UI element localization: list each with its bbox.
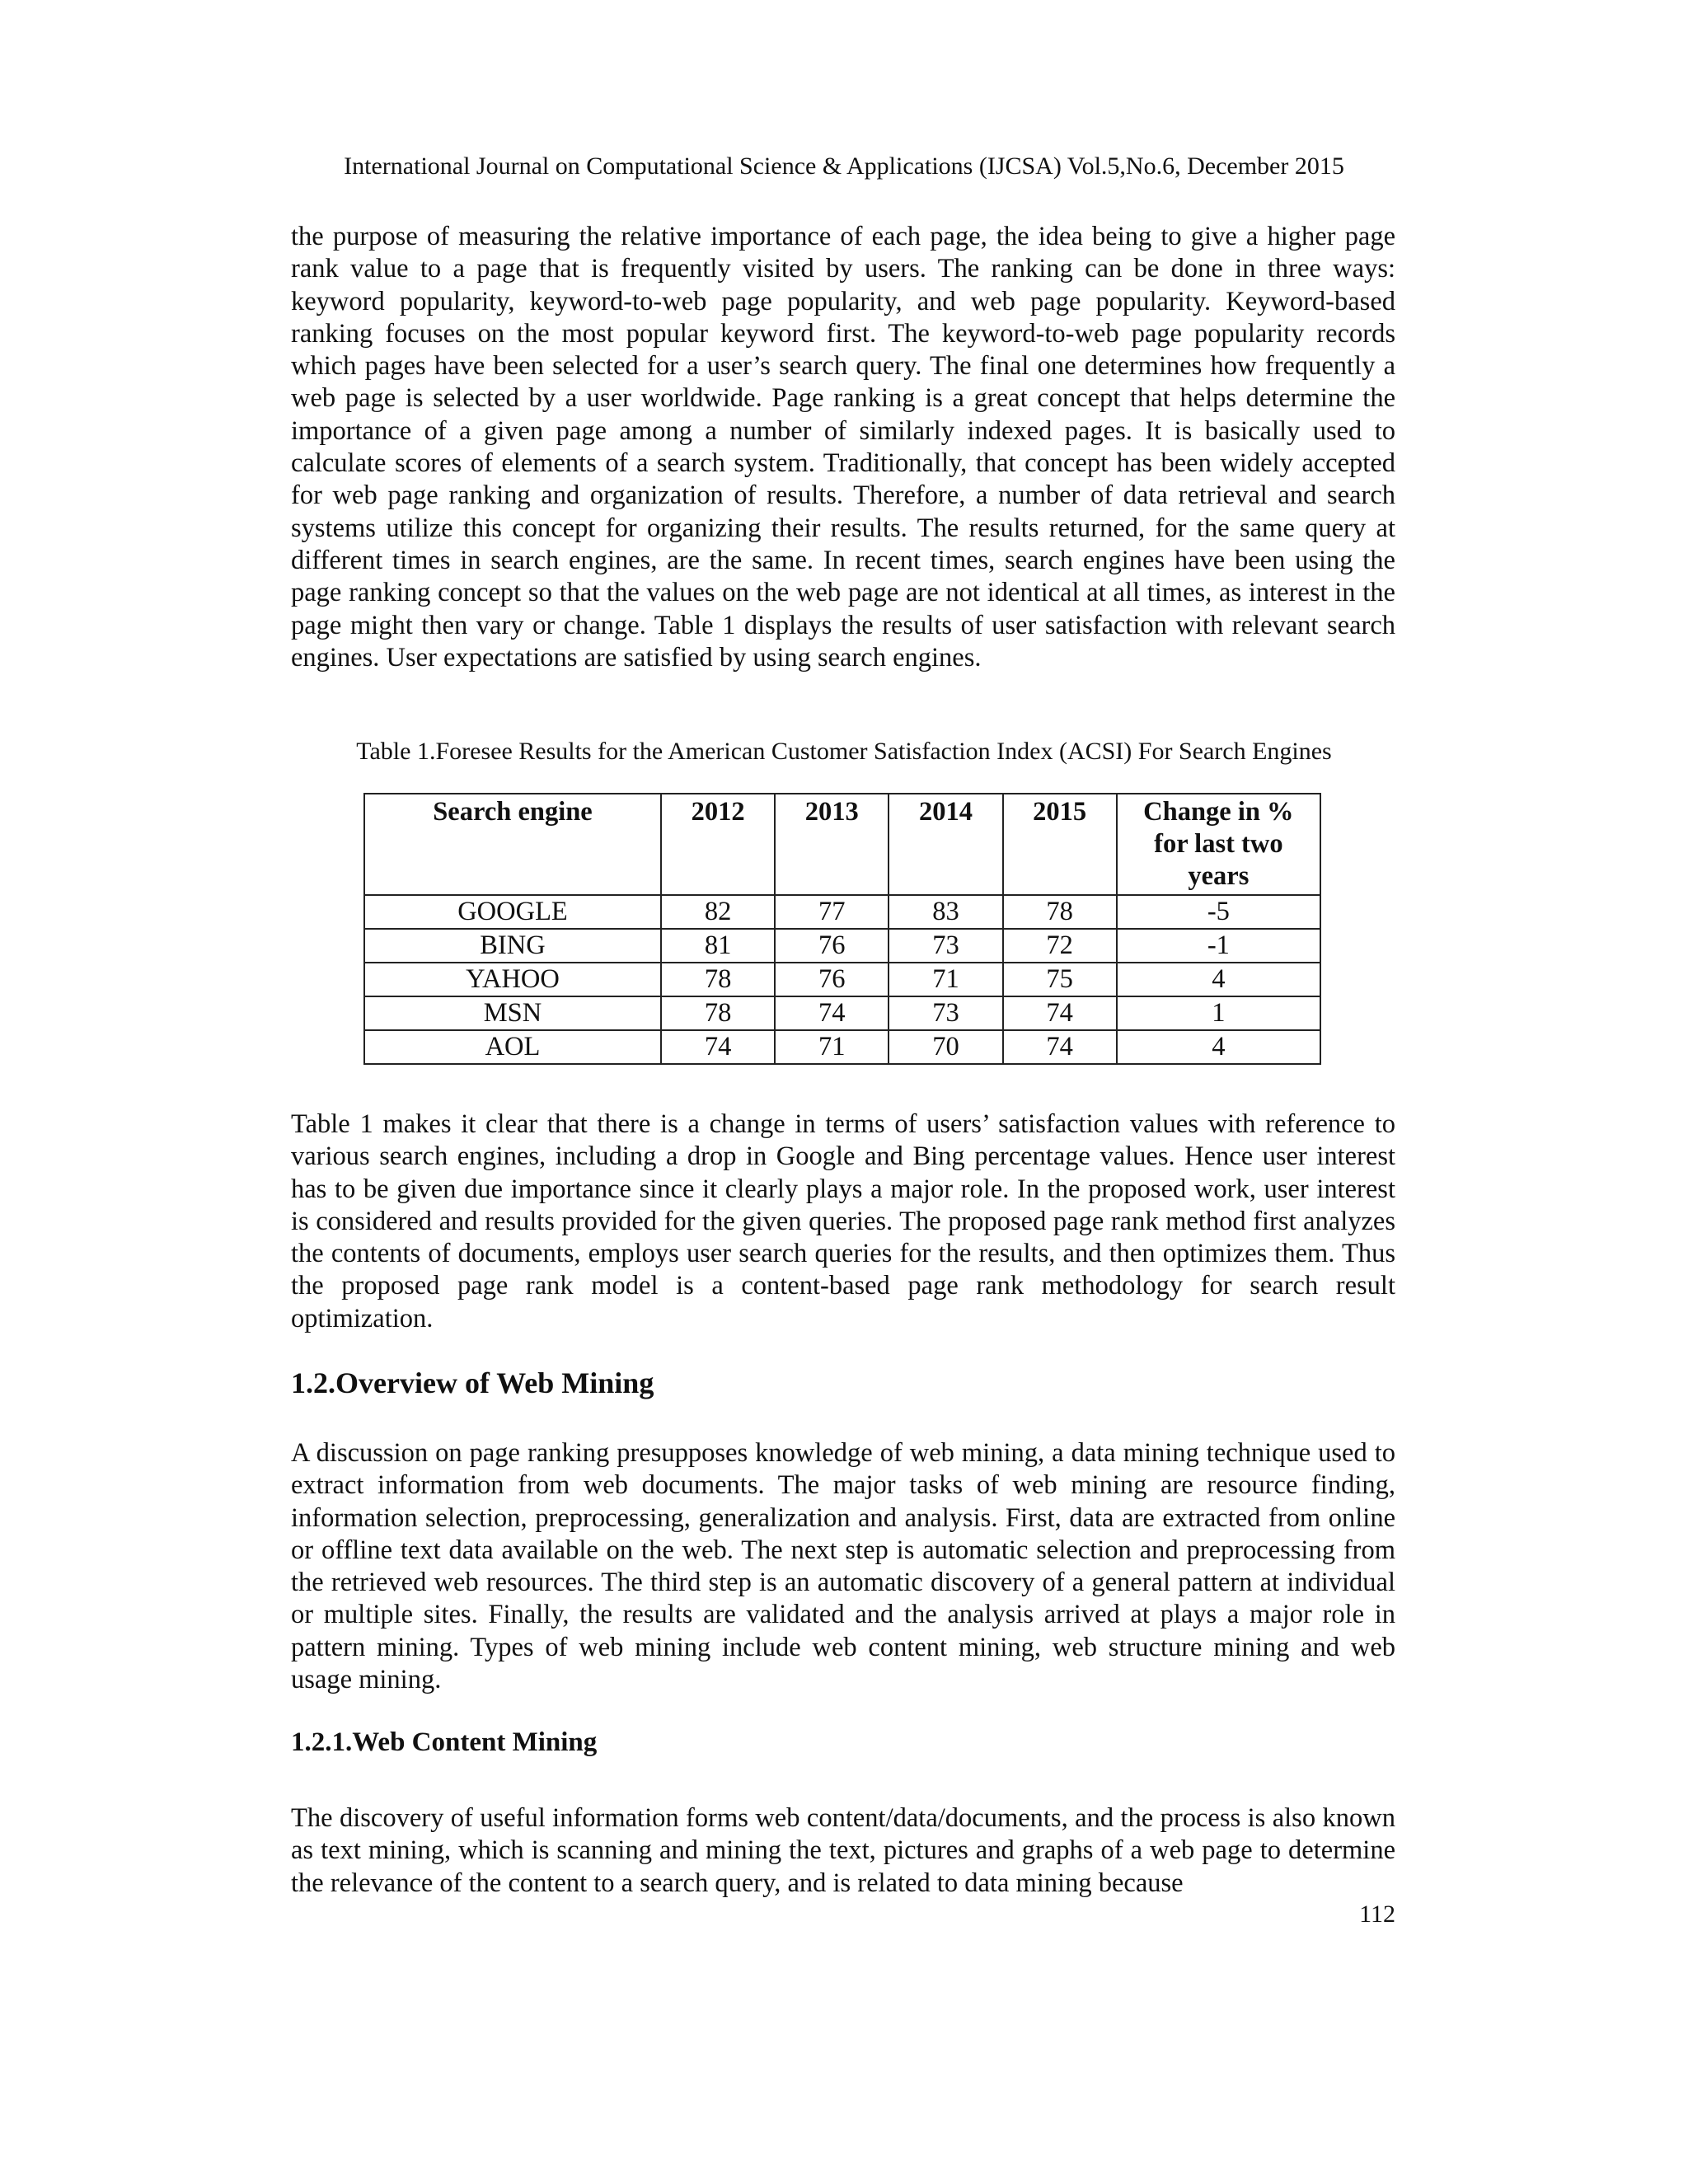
cell-2013: 71	[775, 1030, 889, 1064]
cell-engine: MSN	[364, 996, 661, 1030]
cell-2014: 73	[889, 996, 1002, 1030]
paragraph-web-mining-overview: A discussion on page ranking presupposes knowledge of web mining, a data mining technique used to extract information from web documents. The major tasks of web mining are resource finding, information selection, preprocessing, generalization and analysis. First, data are extracted from online or offline text data available on the web. The next step is automatic selection and preprocessing from the retrieved web resources. The third step is an automatic discovery of a general pattern at individual or multiple sites. Finally, the results are validated and the analysis arrived at plays a major role in pattern mining. Types of web mining include web content mining, web structure mining and web usage mining.	[291, 1438, 1395, 1695]
table-row	[364, 895, 1320, 929]
paragraph-web-content-mining: The discovery of useful information forms web content/data/documents, and the process is also known as text mining, which is scanning and mining the text, pictures and graphs of a web page to determine the relevance of the content to a search query, and is related to data mining because	[291, 1803, 1395, 1898]
cell-2015: 78	[1003, 895, 1117, 929]
table-header-row	[364, 794, 1320, 895]
cell-2013: 76	[775, 963, 889, 996]
table-row	[364, 929, 1320, 963]
cell-2014: 73	[889, 929, 1002, 963]
cell-2012: 78	[661, 963, 775, 996]
header-change-line-3: years	[1188, 861, 1250, 891]
header-change-percent	[1117, 794, 1320, 895]
cell-2012: 78	[661, 996, 775, 1030]
cell-engine: GOOGLE	[364, 895, 661, 929]
cell-engine: AOL	[364, 1030, 661, 1064]
table-row	[364, 1030, 1320, 1064]
cell-engine: YAHOO	[364, 963, 661, 996]
cell-2012: 82	[661, 895, 775, 929]
cell-2014: 83	[889, 895, 1002, 929]
cell-2015: 75	[1003, 963, 1117, 996]
cell-change: -5	[1117, 895, 1320, 929]
cell-2015: 74	[1003, 996, 1117, 1030]
header-2015: 2015	[1003, 794, 1117, 895]
cell-2013: 74	[775, 996, 889, 1030]
acsi-results-table	[363, 793, 1321, 1065]
cell-change: 4	[1117, 1030, 1320, 1064]
cell-2014: 70	[889, 1030, 1002, 1064]
header-change-line-1: Change in %	[1143, 797, 1294, 827]
table-row	[364, 963, 1320, 996]
table-caption: Table 1.Foresee Results for the American Customer Satisfaction Index (ACSI) For Search Engines	[356, 738, 1332, 765]
cell-change: 4	[1117, 963, 1320, 996]
paragraph-intro-continuation: the purpose of measuring the relative importance of each page, the idea being to give a higher page rank value to a page that is frequently visited by users. The ranking can be done in three ways: keyword popularity, keyword-to-web page popularity, and web page popularity. Keyword-based ranking focuses on the most popular keyword first. The keyword-to-web page popularity records which pages have been selected for a user’s search query. The final one determines how frequently a web page is selected by a user worldwide. Page ranking is a great concept that helps determine the importance of a given page among a number of similarly indexed pages. It is basically used to calculate scores of elements of a search system. Traditionally, that concept has been widely accepted for web page ranking and organization of results. Therefore, a number of data retrieval and search systems utilize this concept for organizing their results. The results returned, for the same query at different times in search engines, are the same. In recent times, search engines have been using the page ranking concept so that the values on the web page are not identical at all times, as interest in the page might then vary or change. Table 1 displays the results of user satisfaction with relevant search engines. User expectations are satisfied by using search engines.	[291, 222, 1395, 673]
header-2012: 2012	[661, 794, 775, 895]
subsection-heading: 1.2.1.Web Content Mining	[291, 1727, 598, 1757]
table-row	[364, 996, 1320, 1030]
cell-2013: 76	[775, 929, 889, 963]
cell-2012: 81	[661, 929, 775, 963]
page-number: 112	[1359, 1900, 1395, 1928]
running-header: International Journal on Computational Science & Applications (IJCSA) Vol.5,No.6, December 2015	[344, 152, 1344, 180]
header-search-engine: Search engine	[364, 794, 661, 895]
section-heading: 1.2.Overview of Web Mining	[291, 1366, 654, 1399]
header-2014: 2014	[889, 794, 1002, 895]
cell-2015: 74	[1003, 1030, 1117, 1064]
cell-2014: 71	[889, 963, 1002, 996]
cell-engine: BING	[364, 929, 661, 963]
cell-2015: 72	[1003, 929, 1117, 963]
paragraph-table-discussion: Table 1 makes it clear that there is a change in terms of users’ satisfaction values with reference to various search engines, including a drop in Google and Bing percentage values. Hence user interest has to be given due importance since it clearly plays a major role. In the proposed work, user interest is considered and results provided for the given queries. The proposed page rank method first analyzes the contents of documents, employs user search queries for the results, and then optimizes them. Thus the proposed page rank model is a content-based page rank methodology for search result optimization.	[291, 1109, 1395, 1333]
cell-2012: 74	[661, 1030, 775, 1064]
cell-change: -1	[1117, 929, 1320, 963]
cell-change: 1	[1117, 996, 1320, 1030]
header-2013: 2013	[775, 794, 889, 895]
cell-2013: 77	[775, 895, 889, 929]
header-change-line-2: for last two	[1154, 829, 1283, 859]
